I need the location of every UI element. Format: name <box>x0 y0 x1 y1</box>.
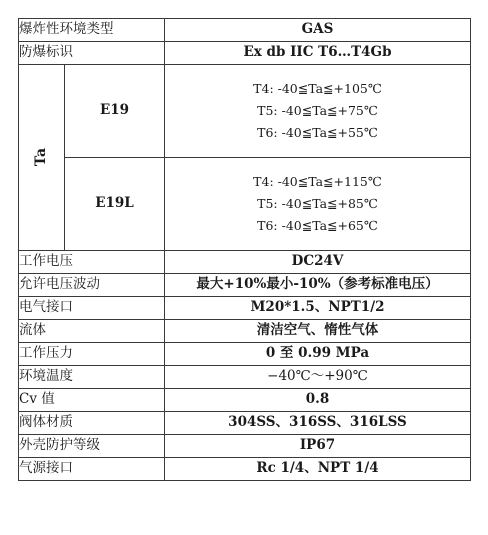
spec-table <box>18 18 471 481</box>
table-row <box>19 251 471 274</box>
row-label: 允许电压波动 <box>19 274 165 297</box>
temperature-range-cell <box>165 158 471 251</box>
row-value: GAS <box>165 19 471 42</box>
row-label: 外壳防护等级 <box>19 435 165 458</box>
row-label: 阀体材质 <box>19 412 165 435</box>
table-row <box>19 297 471 320</box>
temperature-line: T6: -40≦Ta≦+65℃ <box>257 218 378 233</box>
table-row <box>19 19 471 42</box>
row-label: 环境温度 <box>19 366 165 389</box>
table-row <box>19 158 471 251</box>
row-label: 流体 <box>19 320 165 343</box>
ta-label: Ta <box>33 148 50 167</box>
row-label: 防爆标识 <box>19 42 165 65</box>
table-row <box>19 458 471 481</box>
row-value: Rc 1/4、NPT 1/4 <box>165 458 471 481</box>
temperature-line: T5: -40≦Ta≦+85℃ <box>257 196 378 211</box>
row-label: Cv 值 <box>19 389 165 412</box>
table-row <box>19 366 471 389</box>
table-row <box>19 343 471 366</box>
row-label: 工作电压 <box>19 251 165 274</box>
ta-cell <box>19 65 65 251</box>
row-label: 工作压力 <box>19 343 165 366</box>
temperature-line: T5: -40≦Ta≦+75℃ <box>257 103 378 118</box>
model-name: E19 <box>65 65 165 158</box>
table-row <box>19 435 471 458</box>
table-row <box>19 412 471 435</box>
table-row <box>19 65 471 158</box>
row-value: DC24V <box>165 251 471 274</box>
row-value: 0.8 <box>165 389 471 412</box>
table-row <box>19 389 471 412</box>
temperature-line: T4: -40≦Ta≦+105℃ <box>253 81 382 96</box>
row-value: 清洁空气、惰性气体 <box>165 320 471 343</box>
temperature-range-cell <box>165 65 471 158</box>
row-value: 0 至 0.99 MPa <box>165 343 471 366</box>
row-value: M20*1.5、NPT1/2 <box>165 297 471 320</box>
model-name: E19L <box>65 158 165 251</box>
table-row <box>19 42 471 65</box>
table-row <box>19 274 471 297</box>
row-value: 304SS、316SS、316LSS <box>165 412 471 435</box>
temperature-line: T6: -40≦Ta≦+55℃ <box>257 125 378 140</box>
row-value: 最大+10%最小-10%（参考标准电压） <box>165 274 471 297</box>
row-label: 爆炸性环境类型 <box>19 19 165 42</box>
row-label: 气源接口 <box>19 458 165 481</box>
table-row <box>19 320 471 343</box>
row-value: IP67 <box>165 435 471 458</box>
row-label: 电气接口 <box>19 297 165 320</box>
row-value: Ex db IIC T6…T4Gb <box>165 42 471 65</box>
row-value: −40℃～+90℃ <box>165 366 471 389</box>
temperature-line: T4: -40≦Ta≦+115℃ <box>253 174 382 189</box>
